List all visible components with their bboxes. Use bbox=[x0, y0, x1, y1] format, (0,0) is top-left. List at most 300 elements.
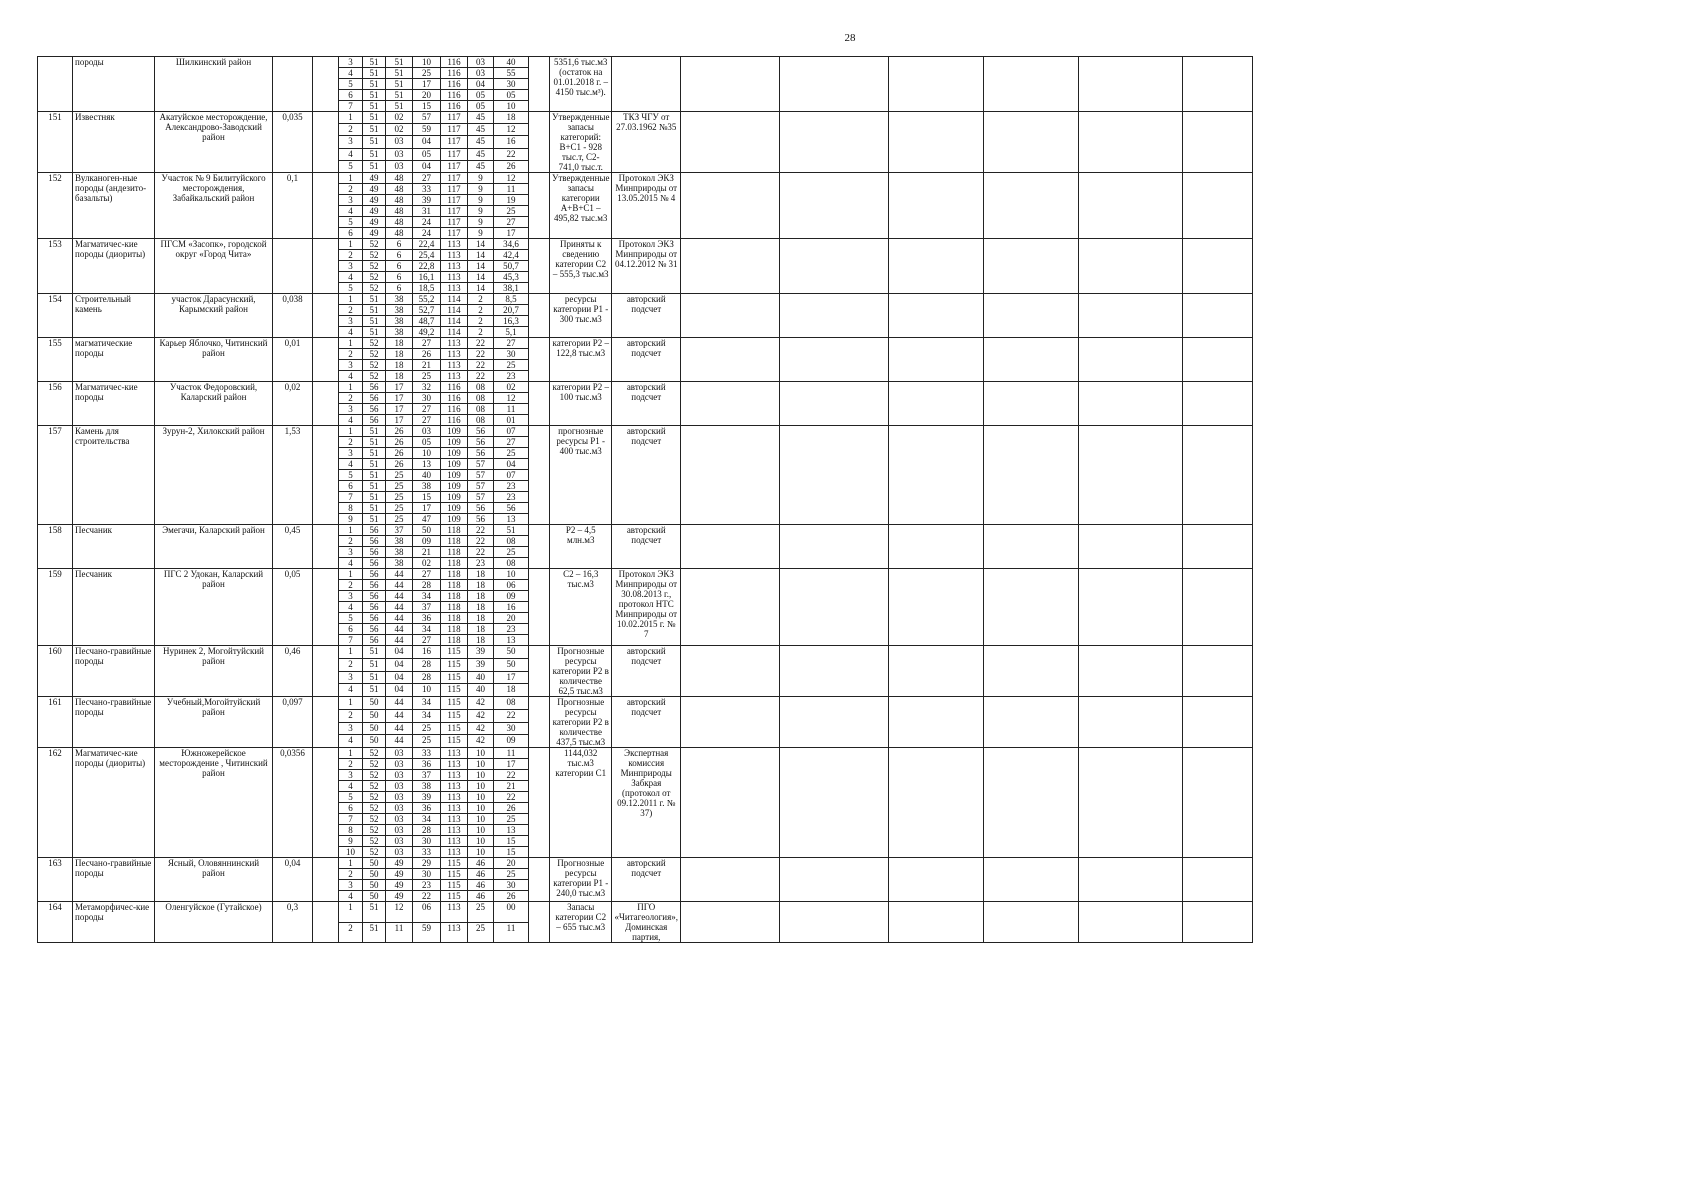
lat-deg: 52 bbox=[363, 272, 386, 283]
lon-sec: 13 bbox=[494, 635, 529, 646]
lat-min: 49 bbox=[386, 869, 413, 880]
lat-sec: 50 bbox=[413, 525, 441, 536]
material-type: Магматичес-кие породы (диориты) bbox=[73, 748, 155, 858]
lat-sec: 37 bbox=[413, 602, 441, 613]
spacer-cell bbox=[313, 294, 339, 338]
lon-sec: 13 bbox=[494, 514, 529, 525]
lat-deg: 56 bbox=[363, 613, 386, 624]
lon-sec: 15 bbox=[494, 836, 529, 847]
lat-min: 04 bbox=[386, 646, 413, 659]
gap-cell bbox=[529, 338, 550, 382]
spacer-cell bbox=[313, 57, 339, 112]
point-number: 1 bbox=[339, 748, 363, 759]
lon-sec: 10 bbox=[494, 101, 529, 112]
lon-sec: 06 bbox=[494, 580, 529, 591]
deposit-location: Участок Федоровский, Каларский район bbox=[155, 382, 273, 426]
lat-sec: 28 bbox=[413, 825, 441, 836]
empty-column-cell bbox=[1183, 646, 1253, 697]
lon-sec: 05 bbox=[494, 90, 529, 101]
material-type: Магматичес-кие породы bbox=[73, 382, 155, 426]
lon-sec: 26 bbox=[494, 891, 529, 902]
approval-document: авторский подсчет bbox=[612, 338, 681, 382]
lon-deg: 117 bbox=[441, 217, 468, 228]
lat-sec: 23 bbox=[413, 880, 441, 891]
lat-sec: 10 bbox=[413, 684, 441, 697]
lon-min: 10 bbox=[468, 825, 494, 836]
point-number: 7 bbox=[339, 492, 363, 503]
lat-min: 25 bbox=[386, 481, 413, 492]
empty-column-cell bbox=[1079, 646, 1183, 697]
lat-deg: 56 bbox=[363, 580, 386, 591]
gap-cell bbox=[529, 858, 550, 902]
lon-sec: 20,7 bbox=[494, 305, 529, 316]
empty-column-cell bbox=[780, 382, 889, 426]
lon-min: 05 bbox=[468, 90, 494, 101]
lon-min: 18 bbox=[468, 569, 494, 580]
empty-column-cell bbox=[889, 173, 984, 239]
lat-deg: 49 bbox=[363, 217, 386, 228]
point-number: 2 bbox=[339, 184, 363, 195]
approval-document: авторский подсчет bbox=[612, 858, 681, 902]
empty-column-cell bbox=[984, 858, 1079, 902]
lat-sec: 04 bbox=[413, 160, 441, 172]
lat-deg: 56 bbox=[363, 602, 386, 613]
lat-sec: 06 bbox=[413, 902, 441, 923]
lon-deg: 115 bbox=[441, 858, 468, 869]
entry-number: 151 bbox=[38, 112, 73, 173]
lat-deg: 51 bbox=[363, 294, 386, 305]
lon-sec: 22 bbox=[494, 792, 529, 803]
lat-min: 48 bbox=[386, 206, 413, 217]
lat-deg: 51 bbox=[363, 922, 386, 943]
empty-column-cell bbox=[1183, 748, 1253, 858]
empty-column-cell bbox=[1183, 569, 1253, 646]
area-value: 0,035 bbox=[273, 112, 313, 173]
lon-sec: 13 bbox=[494, 825, 529, 836]
lon-sec: 11 bbox=[494, 748, 529, 759]
empty-column-cell bbox=[1079, 57, 1183, 112]
entry-row bbox=[38, 239, 1588, 250]
area-value: 0,04 bbox=[273, 858, 313, 902]
lon-min: 40 bbox=[468, 684, 494, 697]
empty-column-cell bbox=[984, 697, 1079, 748]
lon-sec: 25 bbox=[494, 360, 529, 371]
lat-min: 17 bbox=[386, 393, 413, 404]
deposit-location: Учебный,Могойтуйский район bbox=[155, 697, 273, 748]
empty-column-cell bbox=[984, 173, 1079, 239]
lon-sec: 17 bbox=[494, 759, 529, 770]
lat-deg: 50 bbox=[363, 858, 386, 869]
empty-column-cell bbox=[984, 57, 1079, 112]
lon-min: 22 bbox=[468, 536, 494, 547]
area-value: 0,038 bbox=[273, 294, 313, 338]
lon-min: 08 bbox=[468, 393, 494, 404]
lat-min: 48 bbox=[386, 184, 413, 195]
lat-deg: 50 bbox=[363, 735, 386, 748]
reserves-text: Прогнозные ресурсы категории Р1 - 240,0 тыс.м3 bbox=[550, 858, 612, 902]
lat-sec: 25,4 bbox=[413, 250, 441, 261]
lon-deg: 115 bbox=[441, 697, 468, 710]
lat-sec: 25 bbox=[413, 68, 441, 79]
lon-deg: 118 bbox=[441, 558, 468, 569]
point-number: 4 bbox=[339, 327, 363, 338]
empty-column-cell bbox=[1079, 525, 1183, 569]
empty-column-cell bbox=[984, 748, 1079, 858]
lon-deg: 118 bbox=[441, 624, 468, 635]
lon-min: 45 bbox=[468, 136, 494, 148]
lon-min: 42 bbox=[468, 697, 494, 710]
empty-column-cell bbox=[889, 112, 984, 173]
lon-min: 2 bbox=[468, 305, 494, 316]
point-number: 2 bbox=[339, 580, 363, 591]
lat-min: 02 bbox=[386, 124, 413, 136]
lon-min: 46 bbox=[468, 858, 494, 869]
approval-document: авторский подсчет bbox=[612, 697, 681, 748]
lon-sec: 25 bbox=[494, 547, 529, 558]
area-value bbox=[273, 57, 313, 112]
lon-min: 10 bbox=[468, 803, 494, 814]
lat-sec: 28 bbox=[413, 671, 441, 684]
lat-sec: 59 bbox=[413, 124, 441, 136]
empty-column-cell bbox=[681, 748, 780, 858]
point-number: 3 bbox=[339, 195, 363, 206]
lat-sec: 28 bbox=[413, 580, 441, 591]
point-number: 4 bbox=[339, 272, 363, 283]
reserves-text: С2 – 16,3 тыс.м3 bbox=[550, 569, 612, 646]
lat-deg: 51 bbox=[363, 112, 386, 124]
lat-deg: 52 bbox=[363, 836, 386, 847]
lat-sec: 38 bbox=[413, 481, 441, 492]
entry-number: 164 bbox=[38, 902, 73, 943]
lon-deg: 117 bbox=[441, 160, 468, 172]
deposit-location: ПГСМ «Засопк», городской округ «Город Чита» bbox=[155, 239, 273, 294]
lat-sec: 30 bbox=[413, 393, 441, 404]
lat-sec: 30 bbox=[413, 869, 441, 880]
lat-min: 03 bbox=[386, 825, 413, 836]
spacer-cell bbox=[313, 173, 339, 239]
approval-document: авторский подсчет bbox=[612, 646, 681, 697]
point-number: 6 bbox=[339, 803, 363, 814]
lon-sec: 22 bbox=[494, 709, 529, 722]
empty-column-cell bbox=[1079, 173, 1183, 239]
empty-column-cell bbox=[681, 57, 780, 112]
lon-min: 39 bbox=[468, 658, 494, 671]
reserves-text: категории Р2 – 122,8 тыс.м3 bbox=[550, 338, 612, 382]
entry-row bbox=[38, 173, 1588, 184]
lon-deg: 109 bbox=[441, 448, 468, 459]
lat-deg: 56 bbox=[363, 536, 386, 547]
lat-sec: 34 bbox=[413, 814, 441, 825]
lon-min: 18 bbox=[468, 613, 494, 624]
lon-min: 14 bbox=[468, 283, 494, 294]
lon-sec: 34,6 bbox=[494, 239, 529, 250]
lat-sec: 36 bbox=[413, 613, 441, 624]
reserves-text: прогнозные ресурсы Р1 - 400 тыс.м3 bbox=[550, 426, 612, 525]
lon-deg: 114 bbox=[441, 316, 468, 327]
empty-column-cell bbox=[1183, 382, 1253, 426]
lon-sec: 50,7 bbox=[494, 261, 529, 272]
lon-sec: 08 bbox=[494, 558, 529, 569]
lon-sec: 21 bbox=[494, 781, 529, 792]
lat-deg: 56 bbox=[363, 558, 386, 569]
lon-min: 25 bbox=[468, 902, 494, 923]
spacer-cell bbox=[313, 646, 339, 697]
lat-sec: 27 bbox=[413, 635, 441, 646]
point-number: 5 bbox=[339, 79, 363, 90]
deposit-location: участок Дарасунский, Карымский район bbox=[155, 294, 273, 338]
lat-sec: 22,8 bbox=[413, 261, 441, 272]
lat-min: 51 bbox=[386, 90, 413, 101]
lon-deg: 115 bbox=[441, 671, 468, 684]
lon-deg: 115 bbox=[441, 891, 468, 902]
point-number: 6 bbox=[339, 624, 363, 635]
gap-cell bbox=[529, 697, 550, 748]
point-number: 9 bbox=[339, 514, 363, 525]
empty-column-cell bbox=[1183, 338, 1253, 382]
approval-document: Протокол ЭКЗ Минприроды от 13.05.2015 № 4 bbox=[612, 173, 681, 239]
lat-deg: 51 bbox=[363, 503, 386, 514]
point-number: 3 bbox=[339, 591, 363, 602]
lon-min: 10 bbox=[468, 770, 494, 781]
material-type: Строительный камень bbox=[73, 294, 155, 338]
lon-deg: 113 bbox=[441, 814, 468, 825]
lon-sec: 22 bbox=[494, 148, 529, 160]
point-number: 1 bbox=[339, 338, 363, 349]
lat-min: 03 bbox=[386, 748, 413, 759]
lon-deg: 116 bbox=[441, 382, 468, 393]
lon-min: 23 bbox=[468, 558, 494, 569]
lon-min: 10 bbox=[468, 792, 494, 803]
empty-column-cell bbox=[889, 338, 984, 382]
lat-sec: 18,5 bbox=[413, 283, 441, 294]
spacer-cell bbox=[313, 569, 339, 646]
lat-deg: 52 bbox=[363, 825, 386, 836]
lon-deg: 115 bbox=[441, 880, 468, 891]
empty-column-cell bbox=[984, 112, 1079, 173]
empty-column-cell bbox=[681, 858, 780, 902]
lat-deg: 51 bbox=[363, 426, 386, 437]
approval-document: ПГО «Читагеология», Доминская партия, bbox=[612, 902, 681, 943]
page-number: 28 bbox=[844, 32, 856, 44]
lat-deg: 51 bbox=[363, 481, 386, 492]
empty-column-cell bbox=[681, 112, 780, 173]
lat-deg: 50 bbox=[363, 722, 386, 735]
point-number: 1 bbox=[339, 525, 363, 536]
point-number: 1 bbox=[339, 173, 363, 184]
lat-min: 25 bbox=[386, 470, 413, 481]
lon-sec: 04 bbox=[494, 459, 529, 470]
gap-cell bbox=[529, 112, 550, 173]
empty-column-cell bbox=[1183, 112, 1253, 173]
empty-column-cell bbox=[889, 382, 984, 426]
lat-min: 26 bbox=[386, 426, 413, 437]
lon-deg: 113 bbox=[441, 836, 468, 847]
point-number: 2 bbox=[339, 709, 363, 722]
gap-cell bbox=[529, 569, 550, 646]
empty-column-cell bbox=[780, 646, 889, 697]
lon-min: 10 bbox=[468, 814, 494, 825]
empty-column-cell bbox=[780, 569, 889, 646]
point-number: 7 bbox=[339, 814, 363, 825]
lon-sec: 08 bbox=[494, 697, 529, 710]
lat-min: 17 bbox=[386, 415, 413, 426]
entry-row bbox=[38, 748, 1588, 759]
lat-sec: 30 bbox=[413, 836, 441, 847]
lon-deg: 113 bbox=[441, 250, 468, 261]
lon-deg: 118 bbox=[441, 569, 468, 580]
material-type: Песчано-гравийные породы bbox=[73, 858, 155, 902]
reserves-text: Утвержденные запасы категории А+В+С1 – 495,82 тыс.м3 bbox=[550, 173, 612, 239]
lat-deg: 56 bbox=[363, 635, 386, 646]
spacer-cell bbox=[313, 525, 339, 569]
lat-deg: 52 bbox=[363, 770, 386, 781]
reserves-text: ресурсы категории Р1 - 300 тыс.м3 bbox=[550, 294, 612, 338]
lon-min: 9 bbox=[468, 228, 494, 239]
lon-deg: 109 bbox=[441, 426, 468, 437]
lat-min: 03 bbox=[386, 136, 413, 148]
point-number: 8 bbox=[339, 825, 363, 836]
lat-sec: 32 bbox=[413, 382, 441, 393]
entry-number bbox=[38, 57, 73, 112]
empty-column-cell bbox=[984, 902, 1079, 943]
lat-min: 44 bbox=[386, 591, 413, 602]
lat-min: 03 bbox=[386, 781, 413, 792]
lat-min: 51 bbox=[386, 79, 413, 90]
lon-sec: 25 bbox=[494, 206, 529, 217]
lat-min: 12 bbox=[386, 902, 413, 923]
lon-min: 9 bbox=[468, 173, 494, 184]
area-value: 0,3 bbox=[273, 902, 313, 943]
lon-min: 42 bbox=[468, 709, 494, 722]
material-type: Камень для строительства bbox=[73, 426, 155, 525]
lat-min: 03 bbox=[386, 792, 413, 803]
lon-min: 40 bbox=[468, 671, 494, 684]
empty-column-cell bbox=[780, 294, 889, 338]
entry-number: 162 bbox=[38, 748, 73, 858]
point-number: 3 bbox=[339, 547, 363, 558]
approval-document: Протокол ЭКЗ Минприроды от 30.08.2013 г., протокол НТС Минприроды от 10.02.2015 г. № 7 bbox=[612, 569, 681, 646]
lat-deg: 52 bbox=[363, 250, 386, 261]
lat-sec: 33 bbox=[413, 184, 441, 195]
lon-sec: 00 bbox=[494, 902, 529, 923]
gap-cell bbox=[529, 57, 550, 112]
empty-column-cell bbox=[1079, 697, 1183, 748]
lon-deg: 117 bbox=[441, 124, 468, 136]
approval-document: авторский подсчет bbox=[612, 294, 681, 338]
lat-sec: 33 bbox=[413, 748, 441, 759]
entry-row bbox=[38, 112, 1588, 124]
lat-min: 03 bbox=[386, 803, 413, 814]
lat-min: 49 bbox=[386, 891, 413, 902]
gap-cell bbox=[529, 239, 550, 294]
entry-row bbox=[38, 646, 1588, 659]
lon-min: 18 bbox=[468, 580, 494, 591]
entry-row bbox=[38, 57, 1588, 68]
lon-min: 14 bbox=[468, 261, 494, 272]
point-number: 2 bbox=[339, 536, 363, 547]
lat-deg: 52 bbox=[363, 748, 386, 759]
lat-min: 38 bbox=[386, 316, 413, 327]
entry-number: 160 bbox=[38, 646, 73, 697]
lon-min: 08 bbox=[468, 404, 494, 415]
lat-deg: 51 bbox=[363, 459, 386, 470]
lat-min: 25 bbox=[386, 492, 413, 503]
empty-column-cell bbox=[889, 294, 984, 338]
empty-column-cell bbox=[889, 697, 984, 748]
lon-sec: 20 bbox=[494, 858, 529, 869]
empty-column-cell bbox=[780, 173, 889, 239]
lat-min: 04 bbox=[386, 658, 413, 671]
lon-sec: 25 bbox=[494, 448, 529, 459]
register-body bbox=[38, 57, 1588, 943]
lat-deg: 50 bbox=[363, 869, 386, 880]
lon-min: 22 bbox=[468, 360, 494, 371]
empty-column-cell bbox=[780, 112, 889, 173]
lat-sec: 29 bbox=[413, 858, 441, 869]
reserves-text: 5351,6 тыс.м3 (остаток на 01.01.2018 г. – 4150 тыс.м³). bbox=[550, 57, 612, 112]
empty-column-cell bbox=[1183, 902, 1253, 943]
lon-min: 45 bbox=[468, 112, 494, 124]
gap-cell bbox=[529, 294, 550, 338]
lat-sec: 59 bbox=[413, 922, 441, 943]
lon-min: 46 bbox=[468, 891, 494, 902]
empty-column-cell bbox=[780, 338, 889, 382]
lon-deg: 118 bbox=[441, 602, 468, 613]
entry-row bbox=[38, 858, 1588, 869]
lat-sec: 10 bbox=[413, 57, 441, 68]
lat-deg: 51 bbox=[363, 68, 386, 79]
approval-document: авторский подсчет bbox=[612, 426, 681, 525]
lat-min: 25 bbox=[386, 503, 413, 514]
lat-sec: 16,1 bbox=[413, 272, 441, 283]
lon-min: 22 bbox=[468, 338, 494, 349]
lat-min: 18 bbox=[386, 338, 413, 349]
lat-deg: 49 bbox=[363, 195, 386, 206]
lon-min: 46 bbox=[468, 880, 494, 891]
lon-min: 56 bbox=[468, 514, 494, 525]
point-number: 2 bbox=[339, 658, 363, 671]
lat-sec: 05 bbox=[413, 437, 441, 448]
lon-sec: 17 bbox=[494, 228, 529, 239]
lat-sec: 09 bbox=[413, 536, 441, 547]
lat-deg: 52 bbox=[363, 349, 386, 360]
lat-min: 44 bbox=[386, 697, 413, 710]
empty-column-cell bbox=[889, 902, 984, 943]
lat-sec: 37 bbox=[413, 770, 441, 781]
lat-deg: 50 bbox=[363, 697, 386, 710]
lat-sec: 34 bbox=[413, 591, 441, 602]
approval-document: Протокол ЭКЗ Минприроды от 04.12.2012 № 31 bbox=[612, 239, 681, 294]
lon-min: 56 bbox=[468, 448, 494, 459]
lon-min: 9 bbox=[468, 195, 494, 206]
entry-number: 152 bbox=[38, 173, 73, 239]
lat-sec: 55,2 bbox=[413, 294, 441, 305]
empty-column-cell bbox=[681, 426, 780, 525]
lat-min: 44 bbox=[386, 580, 413, 591]
reserves-text: Запасы категории С2 – 655 тыс.м3 bbox=[550, 902, 612, 943]
lon-sec: 12 bbox=[494, 393, 529, 404]
lat-deg: 56 bbox=[363, 415, 386, 426]
lon-min: 45 bbox=[468, 148, 494, 160]
lon-deg: 113 bbox=[441, 770, 468, 781]
lon-deg: 109 bbox=[441, 514, 468, 525]
lon-sec: 15 bbox=[494, 847, 529, 858]
lat-deg: 52 bbox=[363, 239, 386, 250]
lat-sec: 15 bbox=[413, 492, 441, 503]
lat-deg: 51 bbox=[363, 492, 386, 503]
lon-deg: 118 bbox=[441, 613, 468, 624]
lat-min: 6 bbox=[386, 239, 413, 250]
